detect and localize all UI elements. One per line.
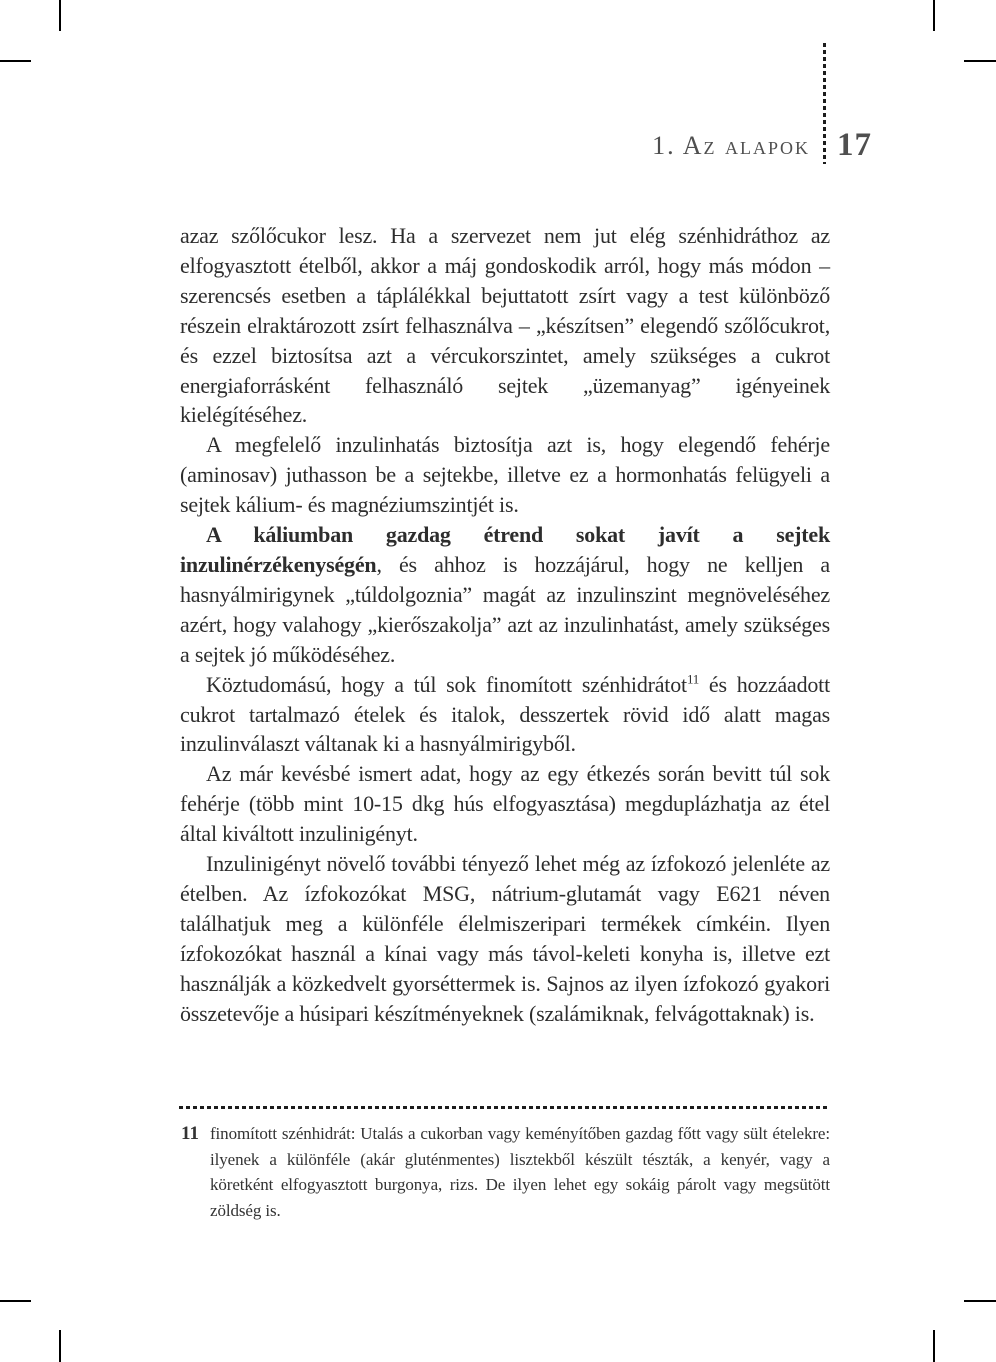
crop-mark-top-left-horizontal [0,60,31,62]
crop-mark-top-right-horizontal [964,60,996,62]
page-number: 17 [837,127,872,163]
crop-mark-bottom-left-vertical [59,1330,61,1362]
paragraph-3-bold-lead: A káliumban gazdag étrend sokat javít a sejtek inzulinérzékenységén [180,522,830,577]
paragraph-1 [180,221,830,430]
paragraph-3 [180,520,830,670]
paragraph-1-text: azaz szőlőcukor lesz. Ha a szervezet nem jut elég szénhidráthoz az elfogyasztott ételből, akkor a máj gondoskodik arról, hogy más módon – szerencsés esetben a táplálékkal bejuttatott zsírt vagy a test különböző részein elraktározott zsírt felhasználva – „készítsen” elegendő szőlőcukrot, és ezzel biztosítsa azt a vércukorszintet, amely szükséges a cukrot energiaforrásként felhasználó sejtek „üzemanyag” igényeinek kielégítéséhez. [180,223,830,428]
footnote-dotted-rule [179,1106,830,1109]
footnote-reference-11: 11 [686,671,700,687]
paragraph-4-text-after: és hozzáadott cukrot tartalmazó ételek és italok, desszertek rövid idő alatt magas inzulinválaszt váltanak ki a hasnyálmirigyből. [180,671,830,757]
crop-mark-bottom-right-horizontal [964,1300,996,1302]
paragraph-5 [180,759,830,849]
footnote-text: finomított szénhidrát: Utalás a cukorban vagy keményítőben gazdag főtt vagy sült ételekre: ilyenek a különféle (akár gluténmentes) lisztekből készült tészták, a kenyér, vagy a köretként elfogyasztott burgonya, rizs. De ilyen lehet egy sokáig párolt vagy megsütött zöldség is. [210,1124,830,1220]
body-text [180,221,830,1028]
paragraph-4 [180,670,830,760]
footnote [181,1121,830,1223]
paragraph-2 [180,430,830,520]
paragraph-3-text: , és ahhoz is hozzájárul, hogy ne kelljen a hasnyálmirigynek „túldolgoznia” magát az inzulinszint megnöveléséhez azért, hogy valahogy „kierőszakolja” azt az inzulinhatást, amely szükséges a sejtek jó működéséhez. [180,551,830,667]
crop-mark-top-right-vertical [933,0,935,31]
crop-mark-bottom-left-horizontal [0,1300,31,1302]
crop-mark-top-left-vertical [59,0,61,31]
header-dotted-divider [823,43,826,164]
running-header-chapter: 1. Az alapok [652,131,810,160]
paragraph-6 [180,849,830,1028]
footnote-marker: 11 [181,1123,199,1144]
paragraph-5-text: Az már kevésbé ismert adat, hogy az egy étkezés során bevitt túl sok fehérje (több mint 10-15 dkg hús elfogyasztása) megduplázhatja az étel által kiváltott inzulinigényt. [180,761,830,847]
paragraph-4-text-before: Köztudomású, hogy a túl sok finomított szénhidrátot [206,671,687,697]
crop-mark-bottom-right-vertical [933,1330,935,1362]
paragraph-2-text: A megfelelő inzulinhatás biztosítja azt is, hogy elegendő fehérje (aminosav) juthasson be a sejtekbe, illetve ez a hormonhatás felügyeli a sejtek kálium- és magnéziumszintjét is. [180,432,830,518]
paragraph-6-text: Inzulinigényt növelő további tényező lehet még az ízfokozó jelenléte az ételben. Az ízfokozókat MSG, nátrium-glutamát vagy E621 néven találhatjuk meg a különféle élelmiszeripari termékek címkéin. Ilyen ízfokozókat használ a kínai vagy más távol-keleti konyha is, illetve ezt használják a közkedvelt gyorséttermek is. Sajnos az ilyen ízfokozó gyakori összetevője a húsipari készítményeknek (szalámiknak, felvágottaknak) is. [180,851,830,1026]
